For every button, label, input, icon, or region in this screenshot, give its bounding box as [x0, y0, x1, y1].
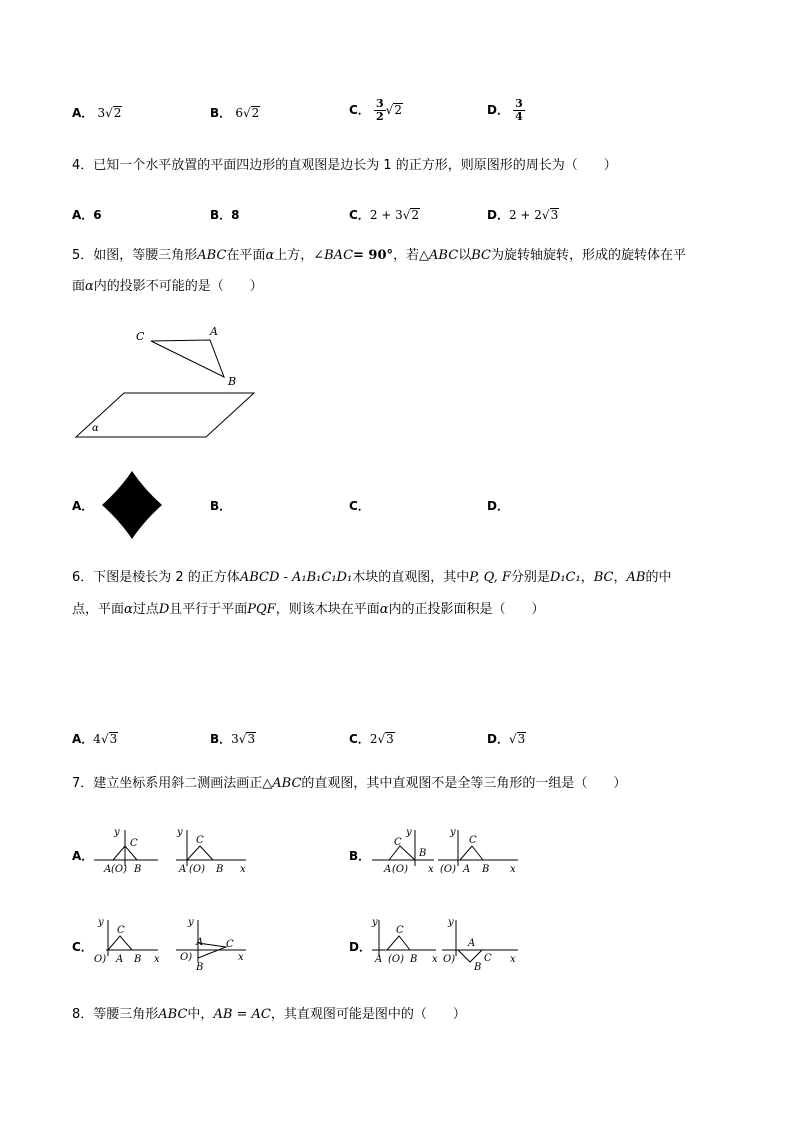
- svg-text:O): O): [180, 952, 193, 963]
- svg-text:(O): (O): [392, 864, 409, 875]
- svg-text:B: B: [482, 864, 490, 875]
- option-label: D．: [487, 208, 509, 222]
- q3-option-a[interactable]: A． 3√2: [72, 106, 122, 120]
- option-label: D．: [487, 103, 509, 117]
- option-value: 2 + 2: [508, 208, 542, 222]
- fraction: $\frac{3}{4}$: [515, 97, 523, 123]
- fraction: $\frac{3}{2}$: [376, 97, 384, 123]
- q7-option-d-figure: [370, 914, 522, 972]
- svg-text:A: A: [104, 864, 112, 875]
- coef: 3: [97, 106, 106, 120]
- q7-option-b[interactable]: B．: [349, 849, 371, 863]
- svg-text:A: A: [179, 864, 187, 875]
- svg-text:y: y: [98, 917, 104, 928]
- option-label: B．: [210, 732, 232, 746]
- svg-text:y: y: [450, 827, 456, 838]
- option-label: A．: [72, 732, 94, 746]
- q5-stem-line1: 5．如图，等腰三角形ABC在平面α上方，∠BAC= 90°，若△ABC以BC为旋转轴旋转，形成的旋转体在平: [72, 248, 686, 263]
- label-alpha: α: [92, 423, 99, 434]
- q5-option-d[interactable]: D．: [487, 499, 509, 513]
- svg-text:C: C: [226, 939, 234, 950]
- coef: 6: [235, 106, 243, 120]
- q4-option-a[interactable]: [72, 206, 102, 224]
- svg-text:A: A: [375, 954, 383, 965]
- svg-text:A: A: [463, 864, 471, 875]
- svg-text:y: y: [177, 827, 183, 838]
- q4-option-d[interactable]: D．2 + 2√3: [487, 208, 559, 222]
- svg-text:A: A: [196, 937, 204, 948]
- svg-text:B: B: [419, 848, 427, 859]
- q7-stem: 7．建立坐标系用斜二测画法画正△ABC的直观图，其中直观图不是全等三角形的一组是（ ）: [72, 776, 627, 791]
- radicand: 2: [411, 208, 420, 222]
- svg-text:(O): (O): [111, 864, 128, 875]
- label-a: A: [210, 325, 218, 338]
- q5-option-b[interactable]: B．: [210, 499, 232, 513]
- q6-option-b[interactable]: B．3√3: [210, 732, 256, 746]
- q6-stem-line2: 点，平面α过点D且平行于平面PQF，则该木块在平面α内的正投影面积是（ ）: [72, 602, 545, 617]
- svg-text:A: A: [468, 938, 476, 949]
- radicand: 2: [394, 103, 402, 117]
- q6-option-a[interactable]: A．4√3: [72, 732, 118, 746]
- option-label: C．: [349, 103, 370, 117]
- q7-option-c[interactable]: C．: [72, 940, 93, 954]
- option-label: A．: [72, 106, 94, 120]
- svg-text:C: C: [469, 835, 477, 846]
- label-b: B: [228, 375, 237, 388]
- svg-text:(O): (O): [189, 864, 206, 875]
- svg-text:y: y: [448, 917, 454, 928]
- q3-option-b[interactable]: B． 6√2: [210, 106, 260, 120]
- svg-text:B: B: [196, 962, 204, 972]
- svg-text:O): O): [443, 954, 456, 965]
- svg-text:x: x: [240, 864, 246, 875]
- q7-option-d[interactable]: D．: [349, 940, 371, 954]
- plane-alpha: [76, 393, 254, 437]
- q7-option-a-figure: [92, 826, 252, 878]
- svg-text:A: A: [116, 954, 124, 965]
- svg-text:x: x: [432, 954, 438, 965]
- svg-text:x: x: [428, 864, 434, 875]
- svg-text:x: x: [510, 954, 516, 965]
- q6-option-d[interactable]: D．√3: [487, 732, 526, 746]
- svg-text:(O): (O): [388, 954, 405, 965]
- svg-text:C: C: [394, 837, 402, 848]
- svg-text:y: y: [188, 917, 194, 928]
- svg-text:C: C: [484, 953, 492, 964]
- svg-text:C: C: [117, 925, 125, 936]
- radicand: 2: [251, 106, 260, 120]
- svg-text:y: y: [114, 827, 120, 838]
- svg-text:(O): (O): [440, 864, 457, 875]
- option-label: B．: [210, 208, 232, 222]
- q7-option-c-figure: [92, 914, 252, 972]
- q4-option-b[interactable]: [210, 206, 240, 224]
- svg-text:C: C: [396, 925, 404, 936]
- q6-stem-line1: 6．下图是棱长为 2 的正方体ABCD - A₁B₁C₁D₁木块的直观图，其中P, Q, F分别是D₁C₁，BC，AB的中: [72, 570, 672, 585]
- q3-option-d[interactable]: [487, 98, 525, 123]
- svg-text:B: B: [216, 864, 224, 875]
- svg-text:O): O): [94, 954, 107, 965]
- triangle-abc: [151, 340, 224, 377]
- q4-stem: 4．已知一个水平放置的平面四边形的直观图是边长为 1 的正方形，则原图形的周长为（ ）: [72, 158, 617, 173]
- svg-text:C: C: [196, 835, 204, 846]
- svg-text:C: C: [130, 838, 138, 849]
- q7-option-b-figure: [370, 826, 522, 878]
- q4-option-c[interactable]: C．2 + 3√2: [349, 208, 420, 222]
- svg-text:y: y: [372, 917, 378, 928]
- option-label: D．: [487, 732, 509, 746]
- q5-option-a[interactable]: A．: [72, 499, 94, 513]
- q5-figure: [70, 320, 270, 445]
- option-label: C．: [349, 732, 370, 746]
- option-value: 8: [231, 208, 240, 222]
- svg-text:B: B: [134, 954, 142, 965]
- q7-option-a[interactable]: A．: [72, 849, 94, 863]
- option-value: 2 + 3: [369, 208, 403, 222]
- option-label: C．: [349, 208, 370, 222]
- svg-text:B: B: [474, 962, 482, 972]
- svg-text:x: x: [510, 864, 516, 875]
- option-label: A．: [72, 208, 94, 222]
- option-label: B．: [210, 106, 232, 120]
- svg-text:B: B: [410, 954, 418, 965]
- svg-text:x: x: [238, 952, 244, 963]
- q5-option-a-diamond: [99, 469, 165, 541]
- q8-stem: 8．等腰三角形ABC中，AB = AC，其直观图可能是图中的（ ）: [72, 1007, 466, 1022]
- q5-stem-line2: 面α内的投影不可能的是（ ）: [72, 279, 263, 294]
- svg-text:x: x: [154, 954, 160, 965]
- q3-option-c[interactable]: C． $\frac{3}{2}$ √2: [349, 97, 402, 123]
- svg-text:B: B: [134, 864, 142, 875]
- svg-text:y: y: [406, 827, 412, 838]
- option-value: 6: [93, 208, 102, 222]
- q5-option-c[interactable]: C．: [349, 499, 370, 513]
- radicand: 2: [113, 106, 122, 120]
- radicand: 3: [550, 208, 559, 222]
- svg-text:A: A: [384, 864, 392, 875]
- label-c: C: [136, 330, 145, 343]
- q6-option-c[interactable]: C．2√3: [349, 732, 394, 746]
